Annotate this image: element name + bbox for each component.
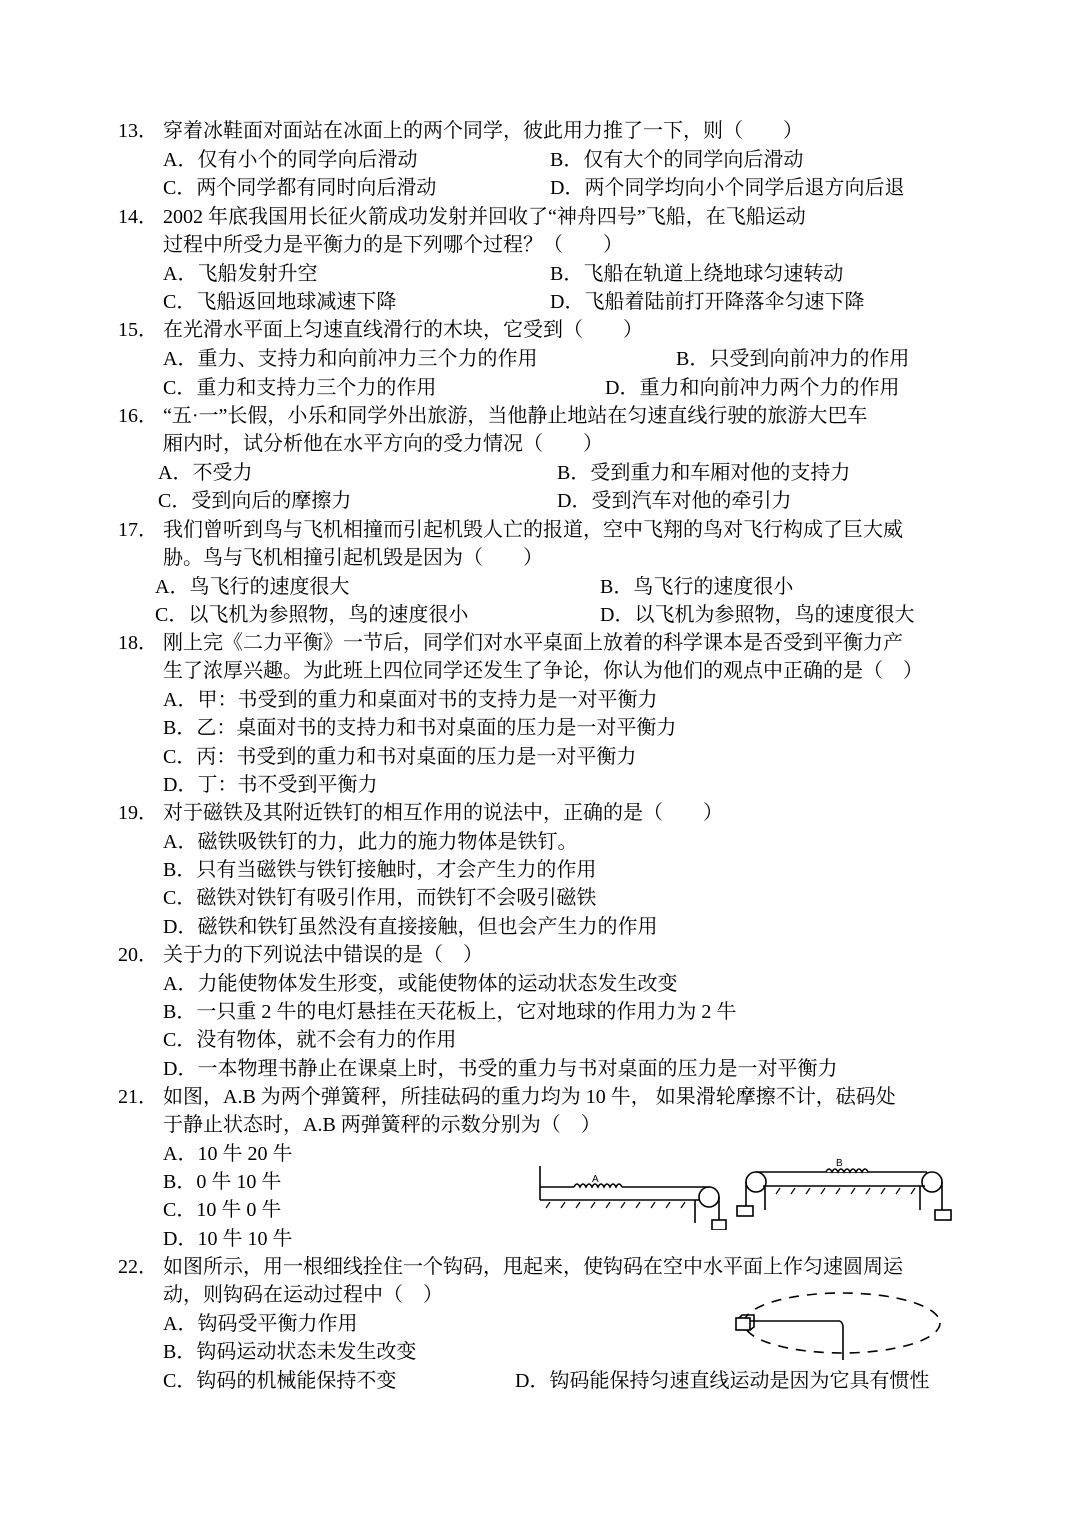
option-d: D．10 牛 10 牛 [163, 1228, 293, 1250]
question-stem: 生了浓厚兴趣。为此班上四位同学还发生了争论，你认为他们的观点中正确的是（ ） [163, 660, 923, 682]
option-b: B．仅有大个的同学向后滑动 [550, 149, 804, 171]
option-c: C．没有物体，就不会有力的作用 [163, 1029, 457, 1051]
option-d: D．以飞机为参照物，鸟的速度很大 [600, 604, 915, 626]
question-number: 15． [118, 319, 158, 341]
option-a: A．飞船发射升空 [163, 263, 318, 285]
option-c: C．两个同学都有同时向后滑动 [163, 177, 437, 199]
question-stem: 过程中所受力是平衡力的是下列哪个过程？（ ） [163, 234, 623, 256]
question-stem: 如图所示，用一根细线拴住一个钩码，甩起来，使钩码在空中水平面上作匀速圆周运 [163, 1256, 903, 1278]
option-d: D．受到汽车对他的牵引力 [557, 490, 792, 512]
question-stem: 如图，A.B 为两个弹簧秤，所挂砝码的重力均为 10 牛， 如果滑轮摩擦不计，砝码处 [163, 1086, 896, 1108]
option-a: A．鸟飞行的速度很大 [155, 576, 350, 598]
question-stem: 厢内时，试分析他在水平方向的受力情况（ ） [163, 433, 603, 455]
option-a: A．甲：书受到的重力和桌面对书的支持力是一对平衡力 [163, 689, 658, 711]
option-c: C．磁铁对铁钉有吸引作用，而铁钉不会吸引磁铁 [163, 887, 597, 909]
option-a: A．不受力 [158, 462, 253, 484]
option-b: B．0 牛 10 牛 [163, 1171, 282, 1193]
question-number: 18． [118, 632, 158, 654]
question-stem: 我们曾听到鸟与飞机相撞而引起机毁人亡的报道，空中飞翔的鸟对飞行构成了巨大威 [163, 519, 903, 541]
question-stem: 穿着冰鞋面对面站在冰面上的两个同学，彼此用力推了一下，则（ ） [163, 120, 803, 142]
option-d: D．丁：书不受到平衡力 [163, 774, 378, 796]
question-stem: 对于磁铁及其附近铁钉的相互作用的说法中，正确的是（ ） [163, 802, 723, 824]
question-stem: “五·一”长假，小乐和同学外出旅游，当他静止地站在匀速直线行驶的旅游大巴车 [163, 405, 868, 427]
question-number: 13． [118, 120, 158, 142]
question-stem: 刚上完《二力平衡》一节后，同学们对水平桌面上放着的科学课本是否受到平衡力产 [163, 632, 903, 654]
option-b: B．只受到向前冲力的作用 [676, 348, 910, 370]
question-stem: 于静止状态时，A.B 两弹簧秤的示数分别为（ ） [163, 1114, 601, 1136]
question-number: 21． [118, 1086, 158, 1108]
option-a: A．重力、支持力和向前冲力三个力的作用 [163, 348, 538, 370]
question-number: 19． [118, 802, 158, 824]
option-a: A．力能使物体发生形变，或能使物体的运动状态发生改变 [163, 973, 678, 995]
option-d: D．磁铁和铁钉虽然没有直接接触，但也会产生力的作用 [163, 916, 658, 938]
option-c: C．以飞机为参照物，鸟的速度很小 [155, 604, 469, 626]
option-a: A．钩码受平衡力作用 [163, 1313, 358, 1335]
question-stem: 在光滑水平面上匀速直线滑行的木块，它受到（ ） [163, 319, 643, 341]
option-b: B．鸟飞行的速度很小 [600, 576, 794, 598]
option-b: B．一只重 2 牛的电灯悬挂在天花板上，它对地球的作用力为 2 牛 [163, 1001, 737, 1023]
option-a: A．仅有小个的同学向后滑动 [163, 149, 418, 171]
question-number: 20． [118, 944, 158, 966]
option-b: B．钩码运动状态未发生改变 [163, 1341, 417, 1363]
question-stem: 关于力的下列说法中错误的是（ ） [163, 944, 483, 966]
question-number: 17． [118, 519, 158, 541]
question-stem: 动，则钩码在运动过程中（ ） [163, 1284, 443, 1306]
option-d: D．重力和向前冲力两个力的作用 [605, 377, 900, 399]
option-c: C．钩码的机械能保持不变 [163, 1370, 397, 1392]
option-b: B．只有当磁铁与铁钉接触时，才会产生力的作用 [163, 859, 597, 881]
option-a: A．10 牛 20 牛 [163, 1143, 293, 1165]
option-b: B．乙：桌面对书的支持力和书对桌面的压力是一对平衡力 [163, 717, 677, 739]
spring-scale-pulley-diagram [530, 1150, 960, 1230]
option-d: D．两个同学均向小个同学后退方向后退 [550, 177, 905, 199]
question-stem: 胁。鸟与飞机相撞引起机毁是因为（ ） [163, 547, 543, 569]
option-c: C．飞船返回地球减速下降 [163, 291, 397, 313]
circular-motion-diagram [720, 1285, 950, 1365]
option-d: D．飞船着陆前打开降落伞匀速下降 [550, 291, 865, 313]
option-b: B．受到重力和车厢对他的支持力 [557, 462, 851, 484]
option-c: C．丙：书受到的重力和书对桌面的压力是一对平衡力 [163, 746, 637, 768]
question-number: 16． [118, 405, 158, 427]
option-c: C．受到向后的摩擦力 [158, 490, 352, 512]
question-number: 22． [118, 1256, 158, 1278]
question-number: 14． [118, 206, 158, 228]
option-d: D．一本物理书静止在课桌上时，书受的重力与书对桌面的压力是一对平衡力 [163, 1058, 838, 1080]
spring-a-label: A [592, 1174, 599, 1185]
option-d: D．钩码能保持匀速直线运动是因为它具有惯性 [515, 1370, 930, 1392]
spring-b-label: B [836, 1158, 843, 1169]
option-c: C．10 牛 0 牛 [163, 1199, 282, 1221]
question-stem: 2002 年底我国用长征火箭成功发射并回收了“神舟四号”飞船，在飞船运动 [163, 206, 806, 228]
option-b: B．飞船在轨道上绕地球匀速转动 [550, 263, 844, 285]
option-a: A．磁铁吸铁钉的力，此力的施力物体是铁钉。 [163, 831, 578, 853]
option-c: C．重力和支持力三个力的作用 [163, 377, 437, 399]
